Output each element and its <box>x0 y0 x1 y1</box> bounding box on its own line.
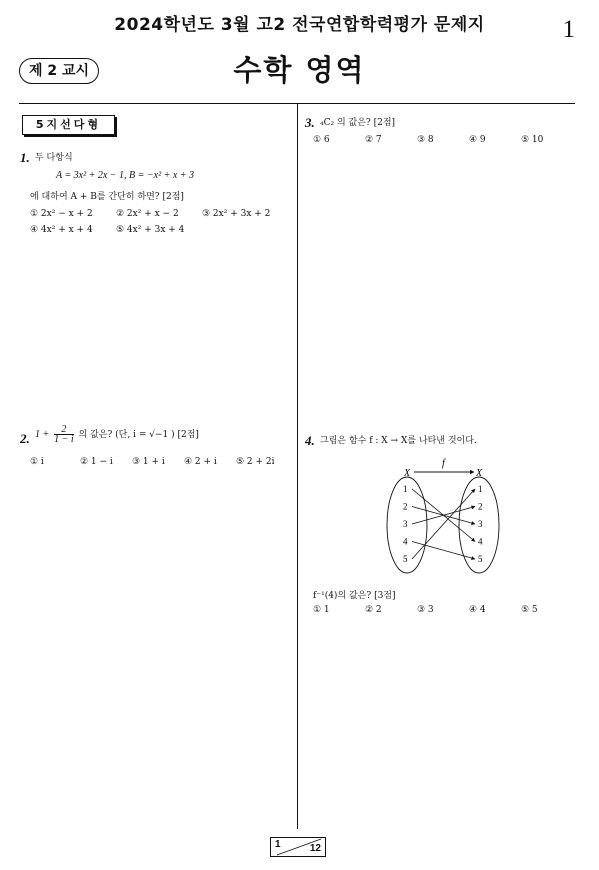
current-page: 1 <box>275 839 281 850</box>
q3-choice-3[interactable]: ③ 8 <box>417 135 434 145</box>
question-type-box: 5지선다형 <box>22 115 115 135</box>
q4-choice-5[interactable]: ⑤ 5 <box>521 605 538 615</box>
q2-choice-2[interactable]: ② 1 − i <box>80 457 113 467</box>
question-1-tail: 에 대하여 A + B를 간단히 하면? [2점] <box>30 192 184 202</box>
codomain-element-1: 1 <box>478 484 483 494</box>
session-badge: 제 2 교시 <box>19 58 99 84</box>
q1-choice-5[interactable]: ⑤ 4x² + 3x + 4 <box>116 225 185 235</box>
q2-choice-5[interactable]: ⑤ 2 + 2i <box>236 457 275 467</box>
domain-element-3: 3 <box>403 519 408 529</box>
q2-lead: 1 + <box>35 429 50 440</box>
q2-choice-1[interactable]: ① i <box>30 457 44 467</box>
q3-choice-5[interactable]: ⑤ 10 <box>521 135 544 145</box>
question-3-number: 3. <box>305 115 315 130</box>
function-mapping-diagram <box>380 455 510 575</box>
q2-choice-3[interactable]: ③ 1 + i <box>132 457 165 467</box>
q2-choice-4[interactable]: ④ 2 + i <box>184 457 217 467</box>
exam-title: 2024학년도 3월 고2 전국연합학력평가 문제지 <box>114 15 485 35</box>
q1-choice-3[interactable]: ③ 2x² + 3x + 2 <box>202 209 271 219</box>
q2-tail: 의 값은? (단, i = √−1 ) [2점] <box>78 430 199 440</box>
page-number: 1 <box>562 16 575 43</box>
question-2-stem <box>35 425 199 444</box>
q3-choice-1[interactable]: ① 6 <box>313 135 330 145</box>
codomain-element-3: 3 <box>478 519 483 529</box>
page-indicator <box>270 837 326 857</box>
question-2-number: 2. <box>20 431 30 446</box>
q3-choice-2[interactable]: ② 7 <box>365 135 382 145</box>
subject-title: 수학 영역 <box>233 53 366 87</box>
codomain-set-label: X <box>476 468 483 479</box>
column-divider <box>297 104 298 829</box>
domain-element-4: 4 <box>403 536 408 547</box>
q2-frac-num: 2 <box>54 425 74 435</box>
question-1-stem: 두 다항식 <box>35 153 73 163</box>
domain-set-label: X <box>404 468 411 479</box>
total-pages: 12 <box>309 843 321 854</box>
q1-choice-4[interactable]: ④ 4x² + x + 4 <box>30 225 93 235</box>
q4-choice-2[interactable]: ② 2 <box>365 605 382 615</box>
q3-choice-4[interactable]: ④ 9 <box>469 135 486 145</box>
q2-frac-den: 1 − i <box>54 434 74 445</box>
question-3-stem: ₄C₂ 의 값은? [2점] <box>320 118 396 128</box>
mapping-arrow-5-to-1 <box>412 489 475 559</box>
domain-element-5: 5 <box>403 554 408 564</box>
codomain-element-5: 5 <box>478 554 483 564</box>
q1-choice-1[interactable]: ① 2x² − x + 2 <box>30 209 93 219</box>
f-label: f <box>442 458 445 469</box>
question-1-number: 1. <box>20 150 30 165</box>
domain-element-1: 1 <box>403 484 408 494</box>
codomain-element-4: 4 <box>478 536 483 547</box>
question-4-number: 4. <box>305 433 315 448</box>
q4-choice-4[interactable]: ④ 4 <box>469 605 486 615</box>
question-4-stem: 그림은 함수 f : X → X를 나타낸 것이다. <box>320 436 477 446</box>
domain-element-2: 2 <box>403 501 408 512</box>
mapping-arrow-4-to-5 <box>412 542 475 560</box>
question-4-question: f⁻¹(4)의 값은? [3점] <box>313 591 396 601</box>
q1-choice-2[interactable]: ② 2x² + x − 2 <box>116 209 179 219</box>
q2-fraction <box>54 425 74 444</box>
question-1-expression: A = 3x² + 2x − 1, B = −x² + x + 3 <box>56 170 195 181</box>
codomain-element-2: 2 <box>478 501 483 512</box>
q4-choice-3[interactable]: ③ 3 <box>417 605 434 615</box>
q4-choice-1[interactable]: ① 1 <box>313 605 330 615</box>
